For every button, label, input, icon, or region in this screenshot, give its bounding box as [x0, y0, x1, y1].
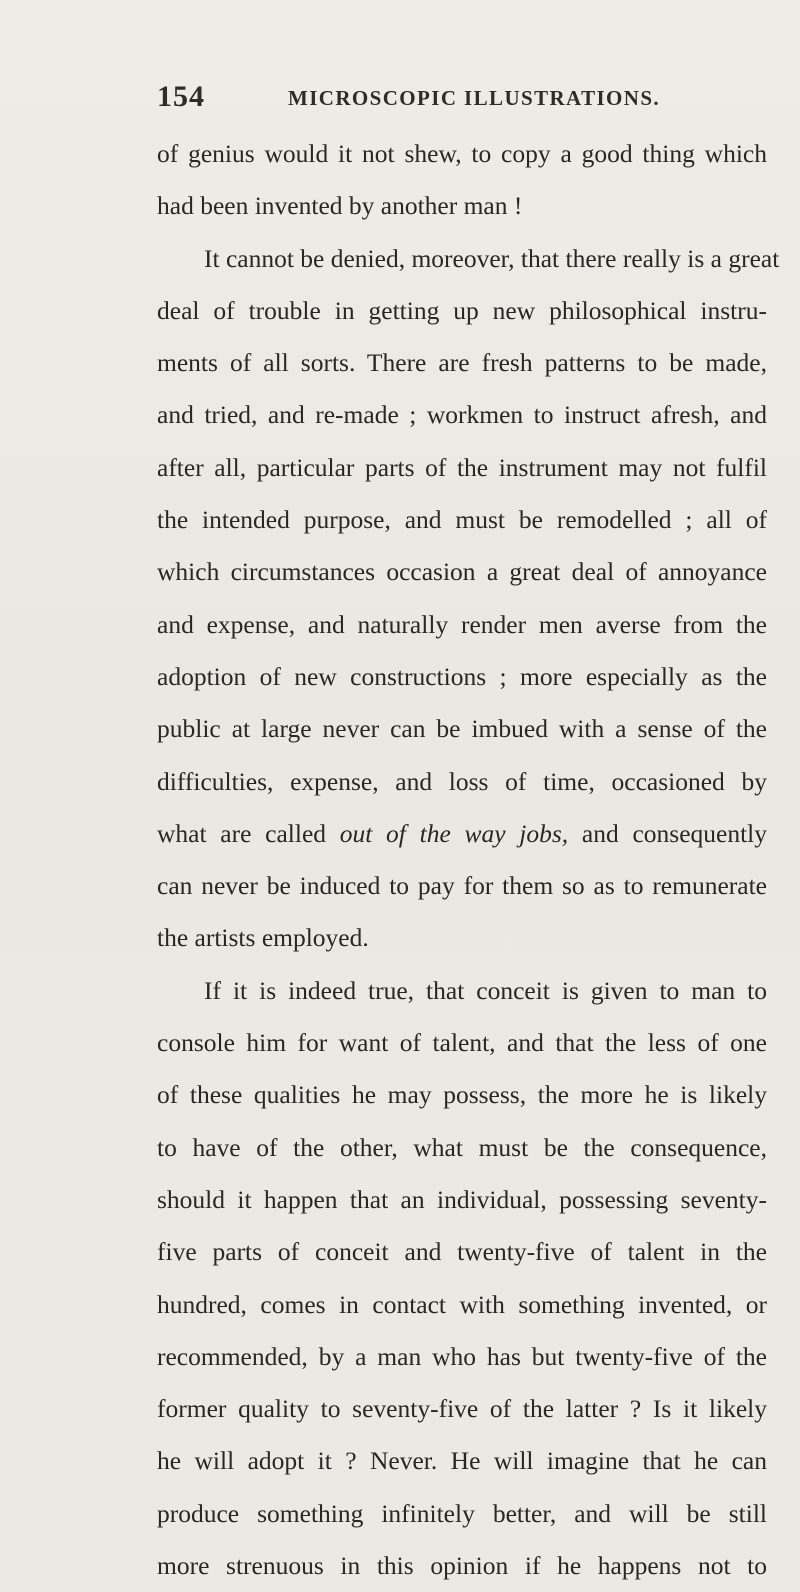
- text-line: console him for want of talent, and that the less of one: [157, 1028, 767, 1058]
- text-line: adoption of new constructions ; more especially as the: [157, 661, 767, 691]
- page-header: [157, 80, 757, 120]
- text-line: had been invented by another man !: [157, 191, 523, 221]
- paragraph-first-line: If it is indeed true, that conceit is given to man to: [204, 975, 767, 1005]
- text-line: which circumstances occasion a great deal of annoyance: [157, 557, 767, 587]
- text-segment: what are called: [157, 818, 327, 848]
- text-line: more strenuous in this opinion if he happens not to: [157, 1551, 767, 1581]
- text-line: produce something infinitely better, and will be still: [157, 1498, 767, 1528]
- italic-phrase: out of the way jobs,: [339, 818, 569, 848]
- text-line: of these qualities he may possess, the more he is likely: [157, 1080, 767, 1110]
- text-line: of genius would it not shew, to copy a good thing which: [157, 139, 767, 168]
- running-title: MICROSCOPIC ILLUSTRATIONS.: [288, 86, 661, 110]
- text-line: public at large never can be imbued with a sense of the: [157, 714, 767, 744]
- text-line: the intended purpose, and must be remodelled ; all of: [157, 505, 767, 535]
- paragraph-first-line: It cannot be denied, moreover, that there really is a great: [204, 243, 780, 273]
- text-line: five parts of conceit and twenty-five of talent in the: [157, 1237, 767, 1267]
- text-line: can never be induced to pay for them so as to remunerate: [157, 871, 767, 901]
- text-line: after all, particular parts of the instrument may not fulfil: [157, 452, 767, 482]
- text-line: the artists employed.: [157, 923, 369, 953]
- body-text: [157, 128, 780, 1592]
- text-line: and tried, and re-made ; workmen to instruct afresh, and: [157, 400, 767, 430]
- text-line: difficulties, expense, and loss of time, occasioned by: [157, 766, 767, 796]
- text-line: he will adopt it ? Never. He will imagine that he can: [157, 1446, 767, 1476]
- text-segment: and consequently: [581, 818, 767, 848]
- text-line: and expense, and naturally render men averse from the: [157, 609, 767, 639]
- text-line: recommended, by a man who has but twenty-five of the: [157, 1341, 767, 1371]
- text-line: hundred, comes in contact with something invented, or: [157, 1289, 767, 1319]
- text-line: deal of trouble in getting up new philosophical instru-: [157, 295, 767, 325]
- text-line-with-italic: [157, 808, 767, 860]
- text-line: former quality to seventy-five of the latter ? Is it likely: [157, 1394, 767, 1424]
- text-line: ments of all sorts. There are fresh patterns to be made,: [157, 348, 767, 378]
- page-number: 154: [157, 80, 205, 113]
- text-line: should it happen that an individual, possessing seventy-: [157, 1184, 767, 1214]
- text-line: to have of the other, what must be the consequence,: [157, 1132, 767, 1162]
